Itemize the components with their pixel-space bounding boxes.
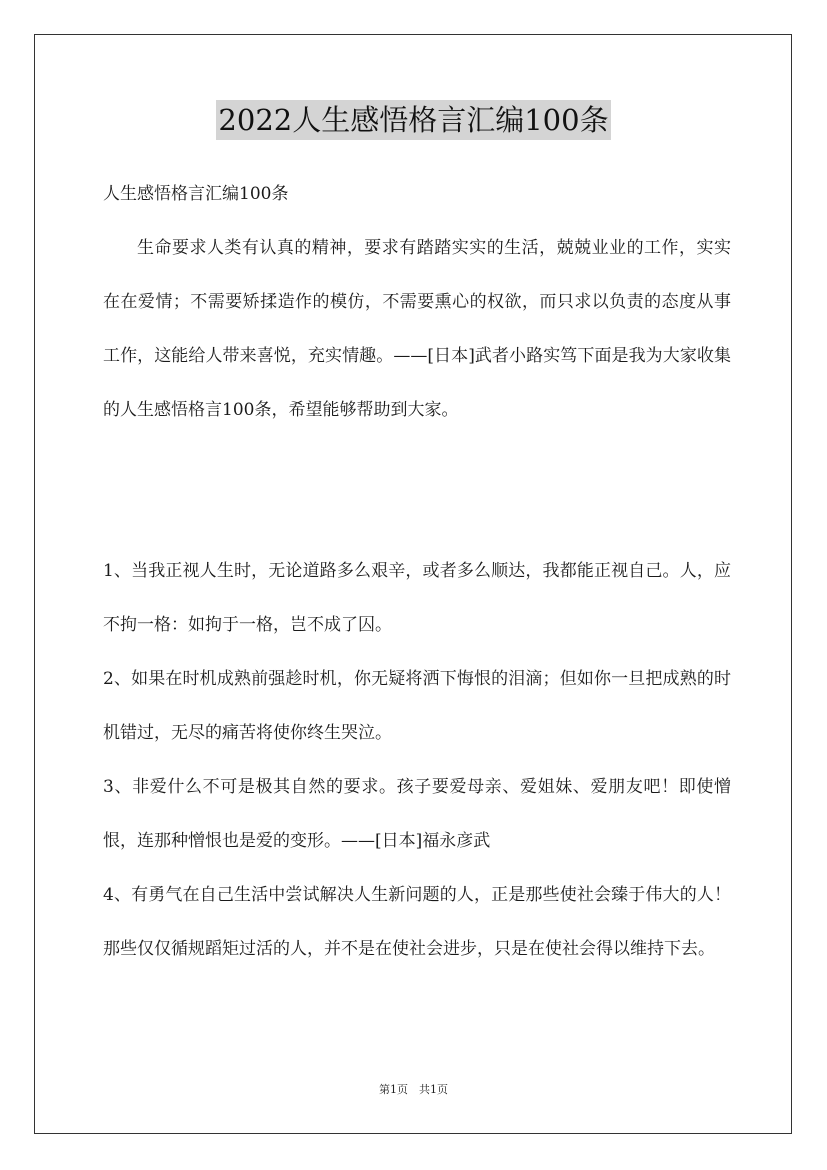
quote-list [103,544,731,976]
title-container [0,100,827,140]
page-footer: 第1页 共1页 [379,1083,448,1096]
document-title: 2022人生感悟格言汇编100条 [216,100,610,140]
list-item: 3、非爱什么不可是极其自然的要求。孩子要爱母亲、爱姐妹、爱朋友吧！即使憎恨，连那种憎恨也是爱的变形。——[日本]福永彦武 [103,777,731,851]
intro-paragraph: 生命要求人类有认真的精神，要求有踏踏实实的生活，兢兢业业的工作，实实在在爱情；不需要矫揉造作的模仿，不需要熏心的权欲，而只求以负责的态度从事工作，这能给人带来喜悦，充实情趣。——[日本]武者小路实笃下面是我为大家收集的人生感悟格言100条，希望能够帮助到大家。 [103,238,731,420]
document-subtitle: 人生感悟格言汇编100条 [103,184,289,204]
list-item: 1、当我正视人生时，无论道路多么艰辛，或者多么顺达，我都能正视自己。人，应不拘一格：如拘于一格，岂不成了囚。 [103,561,731,635]
list-item: 4、有勇气在自己生活中尝试解决人生新问题的人，正是那些使社会臻于伟大的人！那些仅仅循规蹈矩过活的人，并不是在使社会进步，只是在使社会得以维持下去。 [103,885,731,959]
list-item: 2、如果在时机成熟前强趁时机，你无疑将洒下悔恨的泪滴；但如你一旦把成熟的时机错过，无尽的痛苦将使你终生哭泣。 [103,669,731,743]
